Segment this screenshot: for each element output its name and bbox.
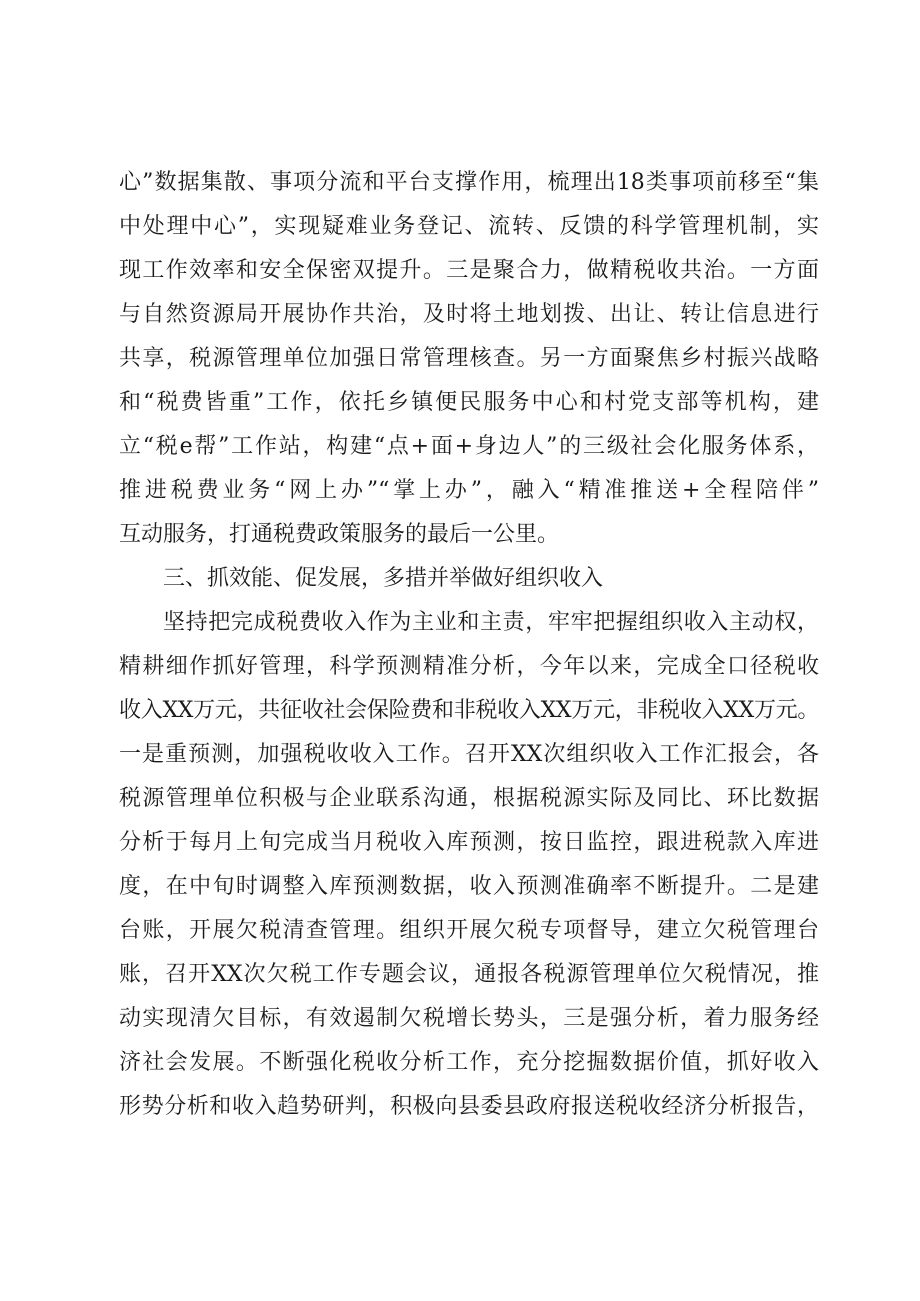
paragraph-2-line: 账，召开XX次欠税工作专题会议，通报各税源管理单位欠税情况，推	[119, 962, 819, 987]
paragraph-2-line: 形势分析和收入趋势研判，积极向县委县政府报送税收经济分析报告，	[119, 1094, 819, 1119]
section-heading: 三、抓效能、促发展，多措并举做好组织收入	[163, 566, 604, 591]
paragraph-2-line: 税源管理单位积极与企业联系沟通，根据税源实际及同比、环比数据	[119, 786, 819, 811]
paragraph-2-line: 济社会发展。不断强化税收分析工作，充分挖掘数据价值，抓好收入	[119, 1050, 819, 1075]
paragraph-1-line: 和“税费皆重”工作，依托乡镇便民服务中心和村党支部等机构，建	[119, 390, 819, 415]
paragraph-1-line: 中处理中心”，实现疑难业务登记、流转、反馈的科学管理机制，实	[119, 214, 819, 239]
paragraph-2-line: 台账，开展欠税清查管理。组织开展欠税专项督导，建立欠税管理台	[119, 918, 819, 943]
paragraph-2-line: 收入XX万元，共征收社会保险费和非税收入XX万元，非税收入XX万元。	[119, 698, 819, 723]
paragraph-1-line: 共享，税源管理单位加强日常管理核查。另一方面聚焦乡村振兴战略	[119, 346, 819, 371]
paragraph-1-line: 推进税费业务“网上办”“掌上办”，融入“精准推送+全程陪伴”	[119, 478, 819, 503]
paragraph-1-line: 与自然资源局开展协作共治，及时将土地划拨、出让、转让信息进行	[119, 302, 819, 327]
paragraph-2-line: 分析于每月上旬完成当月税收入库预测，按日监控，跟进税款入库进	[119, 830, 819, 855]
paragraph-2-line: 度，在中旬时调整入库预测数据，收入预测准确率不断提升。二是建	[119, 874, 819, 899]
paragraph-1-line: 互动服务，打通税费政策服务的最后一公里。	[119, 522, 560, 547]
paragraph-2-line: 坚持把完成税费收入作为主业和主责，牢牢把握组织收入主动权，	[163, 610, 819, 635]
paragraph-2-line: 一是重预测，加强税收收入工作。召开XX次组织收入工作汇报会，各	[119, 742, 819, 767]
paragraph-2-line: 精耕细作抓好管理，科学预测精准分析，今年以来，完成全口径税收	[119, 654, 819, 679]
paragraph-1-line: 心”数据集散、事项分流和平台支撑作用，梳理出18类事项前移至“集	[119, 170, 819, 195]
paragraph-2-line: 动实现清欠目标，有效遏制欠税增长势头，三是强分析，着力服务经	[119, 1006, 819, 1031]
paragraph-1-line: 现工作效率和安全保密双提升。三是聚合力，做精税收共治。一方面	[119, 258, 819, 283]
paragraph-1-line: 立“税e帮”工作站，构建“点+面+身边人”的三级社会化服务体系，	[119, 434, 819, 459]
